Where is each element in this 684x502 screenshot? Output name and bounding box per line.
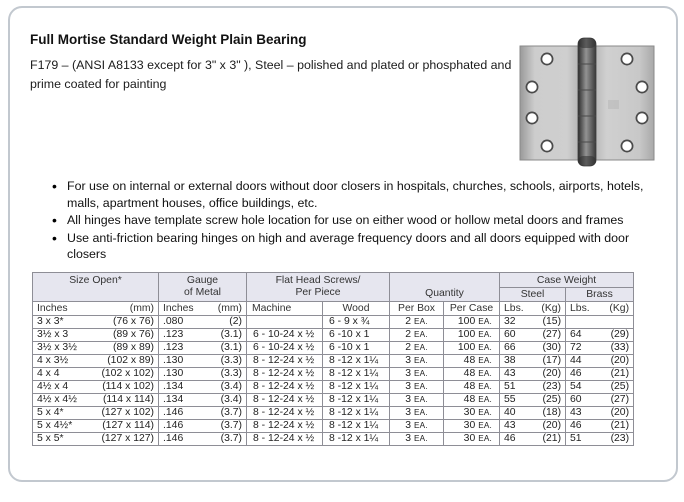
cell-gauge: .123 (3.1) (159, 329, 247, 342)
header-case-weight: Case Weight (500, 273, 634, 288)
cell-steel-weight: 32 (15) (500, 316, 566, 329)
cell-size: 5 x 4½* (127 x 114) (33, 420, 159, 433)
cell-size: 4½ x 4½ (114 x 114) (33, 394, 159, 407)
cell-steel-weight: 43 (20) (500, 420, 566, 433)
table-row (33, 368, 634, 381)
cell-gauge: .130 (3.3) (159, 355, 247, 368)
cell-per-case: 48 EA. (444, 394, 500, 407)
cell-per-case: 48 EA. (444, 368, 500, 381)
cell-brass-weight: 46 (21) (566, 368, 634, 381)
cell-size: 4 x 4 (102 x 102) (33, 368, 159, 381)
cell-wood-screws: 8 -12 x 1¼ (323, 420, 390, 433)
cell-brass-weight: 43 (20) (566, 407, 634, 420)
header-quantity: Quantity (390, 273, 500, 302)
hinge-stamp-mark (608, 100, 619, 109)
cell-machine-screws: 8 - 12-24 x ½ (247, 420, 323, 433)
hinge-illustration-svg (506, 20, 668, 172)
cell-brass-weight: 51 (23) (566, 433, 634, 446)
cell-size: 5 x 5* (127 x 127) (33, 433, 159, 446)
cell-size: 4 x 3½ (102 x 89) (33, 355, 159, 368)
table-row (33, 420, 634, 433)
cell-wood-screws: 6 -10 x 1 (323, 342, 390, 355)
table-row (33, 394, 634, 407)
cell-machine-screws: 8 - 12-24 x ½ (247, 394, 323, 407)
cell-gauge: .146 (3.7) (159, 433, 247, 446)
cell-gauge: .123 (3.1) (159, 342, 247, 355)
cell-brass-weight: 44 (20) (566, 355, 634, 368)
cell-machine-screws: 8 - 12-24 x ½ (247, 407, 323, 420)
cell-size: 3½ x 3½ (89 x 89) (33, 342, 159, 355)
header-brass: Brass (566, 288, 634, 302)
header-size-units: Inches (mm) (33, 302, 159, 316)
cell-wood-screws: 8 -12 x 1¼ (323, 368, 390, 381)
feature-item: • For use on internal or external doors without door closers in hospitals, churches, schools, airports, hotels, malls, apartment houses, office buildings, etc. (50, 178, 662, 211)
cell-brass-weight: 64 (29) (566, 329, 634, 342)
header-brass-units: Lbs. (Kg) (566, 302, 634, 316)
cell-steel-weight: 40 (18) (500, 407, 566, 420)
cell-per-case: 100 EA. (444, 316, 500, 329)
hinge-product-image (506, 20, 668, 172)
cell-steel-weight: 38 (17) (500, 355, 566, 368)
cell-size: 5 x 4* (127 x 102) (33, 407, 159, 420)
header-wood: Wood (323, 302, 390, 316)
cell-per-box: 3 EA. (390, 433, 444, 446)
header-machine: Machine (247, 302, 323, 316)
feature-list (50, 178, 662, 264)
cell-gauge: .134 (3.4) (159, 381, 247, 394)
cell-wood-screws: 8 -12 x 1¼ (323, 394, 390, 407)
cell-per-box: 2 EA. (390, 342, 444, 355)
cell-brass-weight: 72 (33) (566, 342, 634, 355)
cell-per-box: 2 EA. (390, 316, 444, 329)
header-units-row (33, 302, 634, 316)
spec-table (32, 272, 634, 446)
table-row (33, 433, 634, 446)
page-title: Full Mortise Standard Weight Plain Bearing (30, 32, 307, 47)
cell-per-box: 2 EA. (390, 329, 444, 342)
table-row (33, 355, 634, 368)
cell-per-box: 3 EA. (390, 407, 444, 420)
feature-item: • Use anti-friction bearing hinges on high and average frequency doors and all doors equipped with door closers (50, 230, 662, 263)
cell-gauge: .080 (2) (159, 316, 247, 329)
cell-wood-screws: 8 -12 x 1¼ (323, 433, 390, 446)
cell-machine-screws: 8 - 12-24 x ½ (247, 433, 323, 446)
header-gauge-units: Inches (mm) (159, 302, 247, 316)
cell-gauge: .134 (3.4) (159, 394, 247, 407)
cell-per-case: 30 EA. (444, 407, 500, 420)
cell-machine-screws: 8 - 12-24 x ½ (247, 355, 323, 368)
cell-brass-weight: 46 (21) (566, 420, 634, 433)
table-row (33, 329, 634, 342)
cell-wood-screws: 8 -12 x 1¼ (323, 407, 390, 420)
cell-wood-screws: 8 -12 x 1¼ (323, 355, 390, 368)
cell-gauge: .130 (3.3) (159, 368, 247, 381)
cell-per-case: 48 EA. (444, 381, 500, 394)
cell-machine-screws (247, 316, 323, 329)
cell-steel-weight: 51 (23) (500, 381, 566, 394)
header-per-case: Per Case (444, 302, 500, 316)
cell-steel-weight: 43 (20) (500, 368, 566, 381)
header-steel: Steel (500, 288, 566, 302)
cell-size: 4½ x 4 (114 x 102) (33, 381, 159, 394)
cell-per-box: 3 EA. (390, 394, 444, 407)
cell-per-box: 3 EA. (390, 381, 444, 394)
cell-gauge: .146 (3.7) (159, 407, 247, 420)
cell-per-box: 3 EA. (390, 420, 444, 433)
header-per-box: Per Box (390, 302, 444, 316)
header-size-open: Size Open* (33, 273, 159, 302)
table-row (33, 342, 634, 355)
cell-machine-screws: 6 - 10-24 x ½ (247, 342, 323, 355)
cell-machine-screws: 8 - 12-24 x ½ (247, 381, 323, 394)
cell-per-case: 30 EA. (444, 420, 500, 433)
cell-machine-screws: 8 - 12-24 x ½ (247, 368, 323, 381)
feature-item: • All hinges have template screw hole location for use on either wood or hollow metal doors and frames (50, 212, 662, 229)
cell-per-box: 3 EA. (390, 368, 444, 381)
cell-size: 3 x 3* (76 x 76) (33, 316, 159, 329)
cell-brass-weight (566, 316, 634, 329)
cell-per-case: 48 EA. (444, 355, 500, 368)
cell-wood-screws: 6 -10 x 1 (323, 329, 390, 342)
table-row (33, 407, 634, 420)
cell-size: 3½ x 3 (89 x 76) (33, 329, 159, 342)
cell-wood-screws: 8 -12 x 1¼ (323, 381, 390, 394)
spec-table-body (33, 316, 634, 446)
catalog-card (8, 6, 678, 482)
table-row (33, 381, 634, 394)
cell-steel-weight: 46 (21) (500, 433, 566, 446)
cell-brass-weight: 60 (27) (566, 394, 634, 407)
header-flat-head-screws: Flat Head Screws/ Per Piece (247, 273, 390, 302)
cell-wood-screws: 6 - 9 x ¾ (323, 316, 390, 329)
cell-per-case: 30 EA. (444, 433, 500, 446)
cell-per-box: 3 EA. (390, 355, 444, 368)
cell-steel-weight: 55 (25) (500, 394, 566, 407)
cell-steel-weight: 60 (27) (500, 329, 566, 342)
product-description: F179 – (ANSI A8133 except for 3" x 3" ), Steel – polished and plated or phosphated and prime coated for painting (30, 58, 512, 91)
cell-per-case: 100 EA. (444, 342, 500, 355)
cell-per-case: 100 EA. (444, 329, 500, 342)
table-row (33, 316, 634, 329)
hinge-pin-barrel (578, 38, 596, 166)
header-gauge-of-metal: Gauge of Metal (159, 273, 247, 302)
header-group-row (33, 273, 634, 288)
cell-brass-weight: 54 (25) (566, 381, 634, 394)
header-steel-units: Lbs. (Kg) (500, 302, 566, 316)
cell-steel-weight: 66 (30) (500, 342, 566, 355)
cell-machine-screws: 6 - 10-24 x ½ (247, 329, 323, 342)
cell-gauge: .146 (3.7) (159, 420, 247, 433)
